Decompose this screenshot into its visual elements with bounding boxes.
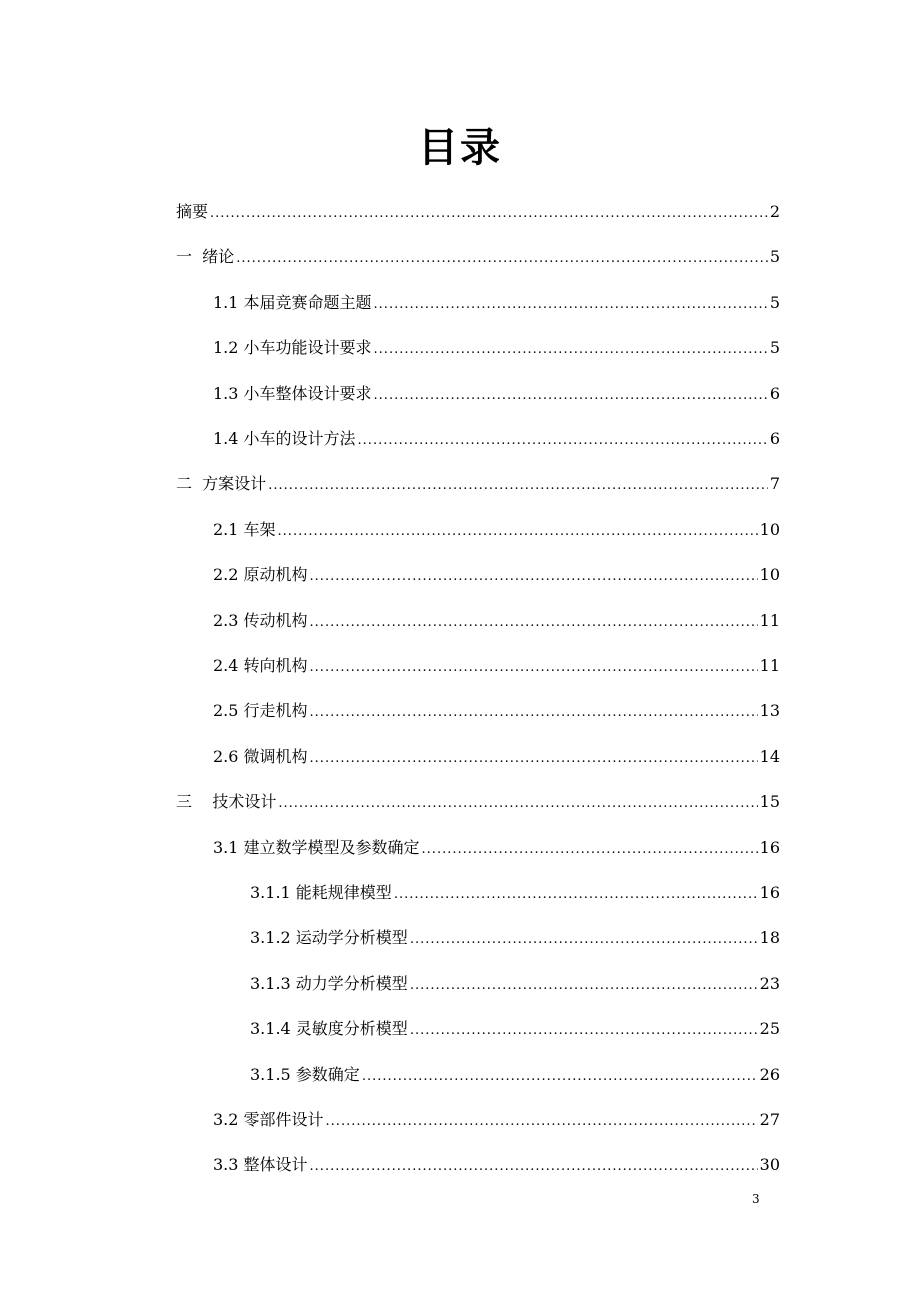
toc-entry[interactable] <box>176 241 780 273</box>
toc-entry-page: 13 <box>759 701 780 720</box>
toc-entry[interactable] <box>213 514 780 546</box>
toc-entry-title: 3.1.3 动力学分析模型 <box>250 974 408 993</box>
toc-entry[interactable] <box>213 287 780 319</box>
toc-entry-page: 7 <box>769 474 780 493</box>
toc-entry-title: 1.4 小车的设计方法 <box>213 429 356 448</box>
toc-entry[interactable] <box>213 650 780 682</box>
toc-entry-title: 二 方案设计 <box>176 474 267 493</box>
toc-entry[interactable] <box>213 559 780 591</box>
toc-entry-page: 10 <box>759 565 780 584</box>
toc-entry[interactable] <box>213 695 780 727</box>
toc-entry[interactable] <box>250 968 780 1000</box>
toc-dot-leader <box>310 607 758 639</box>
toc-entry[interactable] <box>213 605 780 637</box>
toc-entry[interactable] <box>250 1013 780 1045</box>
toc-entry[interactable] <box>213 1149 780 1181</box>
toc-entry-page: 15 <box>759 792 780 811</box>
toc-entry[interactable] <box>176 468 780 500</box>
toc-entry[interactable] <box>213 741 780 773</box>
toc-entry-title: 3.1 建立数学模型及参数确定 <box>213 838 420 857</box>
toc-entry-title: 2.5 行走机构 <box>213 701 308 720</box>
toc-dot-leader <box>410 924 758 956</box>
toc-entry[interactable] <box>213 332 780 364</box>
toc-entry-page: 16 <box>759 883 780 902</box>
page-number: 3 <box>752 1192 760 1206</box>
toc-dot-leader <box>310 652 758 684</box>
toc-entry-title: 2.3 传动机构 <box>213 611 308 630</box>
toc-entry-page: 25 <box>759 1019 780 1038</box>
toc-entry-title: 1.1 本届竞赛命题主题 <box>213 293 372 312</box>
toc-entry[interactable] <box>213 423 780 455</box>
toc-entry-title: 三 技术设计 <box>176 792 277 811</box>
toc-entry-title: 1.2 小车功能设计要求 <box>213 338 372 357</box>
toc-entry-page: 23 <box>759 974 780 993</box>
toc-dot-leader <box>410 970 758 1002</box>
toc-dot-leader <box>268 470 768 502</box>
page-title: 目录 <box>418 125 502 171</box>
toc-dot-leader <box>394 879 758 911</box>
toc-entry[interactable] <box>213 1104 780 1136</box>
toc-entry[interactable] <box>250 922 780 954</box>
toc-entry-page: 10 <box>759 520 780 539</box>
toc-entry-page: 5 <box>769 293 780 312</box>
toc-dot-leader <box>236 243 768 275</box>
toc-entry-title: 1.3 小车整体设计要求 <box>213 384 372 403</box>
toc-entry-page: 11 <box>759 611 780 630</box>
toc-entry[interactable] <box>176 196 780 228</box>
toc-entry-title: 一 绪论 <box>176 247 235 266</box>
toc-dot-leader <box>410 1015 758 1047</box>
toc-dot-leader <box>310 743 758 775</box>
toc-entry-page: 16 <box>759 838 780 857</box>
toc-dot-leader <box>374 289 768 321</box>
toc-dot-leader <box>310 697 758 729</box>
toc-dot-leader <box>358 425 768 457</box>
toc-entry-page: 14 <box>759 747 780 766</box>
toc-entry-title: 摘要 <box>176 202 209 221</box>
toc-entry-page: 27 <box>759 1110 780 1129</box>
toc-dot-leader <box>374 334 768 366</box>
toc-dot-leader <box>278 516 758 548</box>
toc-entry-page: 6 <box>769 384 780 403</box>
toc-entry-title: 3.3 整体设计 <box>213 1155 308 1174</box>
toc-entry-title: 3.1.4 灵敏度分析模型 <box>250 1019 408 1038</box>
toc-entry-page: 2 <box>769 202 780 221</box>
toc-entry-title: 2.1 车架 <box>213 520 276 539</box>
toc-entry-title: 3.1.5 参数确定 <box>250 1065 360 1084</box>
toc-entry[interactable] <box>250 877 780 909</box>
toc-dot-leader <box>374 380 768 412</box>
toc-dot-leader <box>278 788 757 820</box>
toc-dot-leader <box>326 1106 758 1138</box>
toc-entry[interactable] <box>176 786 780 818</box>
toc-entry-page: 5 <box>769 247 780 266</box>
toc-entry-title: 3.1.1 能耗规律模型 <box>250 883 392 902</box>
toc-entry-title: 3.1.2 运动学分析模型 <box>250 928 408 947</box>
toc-entry[interactable] <box>213 378 780 410</box>
toc-entry-title: 3.2 零部件设计 <box>213 1110 324 1129</box>
toc-entry-page: 6 <box>769 429 780 448</box>
toc-entry[interactable] <box>250 1059 780 1091</box>
toc-entry-page: 11 <box>759 656 780 675</box>
toc-entry-page: 18 <box>759 928 780 947</box>
toc-dot-leader <box>362 1061 758 1093</box>
toc-entry[interactable] <box>213 832 780 864</box>
toc-entry-page: 30 <box>759 1155 780 1174</box>
toc-dot-leader <box>210 198 768 230</box>
toc-dot-leader <box>422 834 758 866</box>
toc-entry-title: 2.6 微调机构 <box>213 747 308 766</box>
toc-dot-leader <box>310 561 758 593</box>
toc-entry-page: 5 <box>769 338 780 357</box>
toc-entry-title: 2.2 原动机构 <box>213 565 308 584</box>
toc-entry-page: 26 <box>759 1065 780 1084</box>
toc-dot-leader <box>310 1151 758 1183</box>
toc-entry-title: 2.4 转向机构 <box>213 656 308 675</box>
